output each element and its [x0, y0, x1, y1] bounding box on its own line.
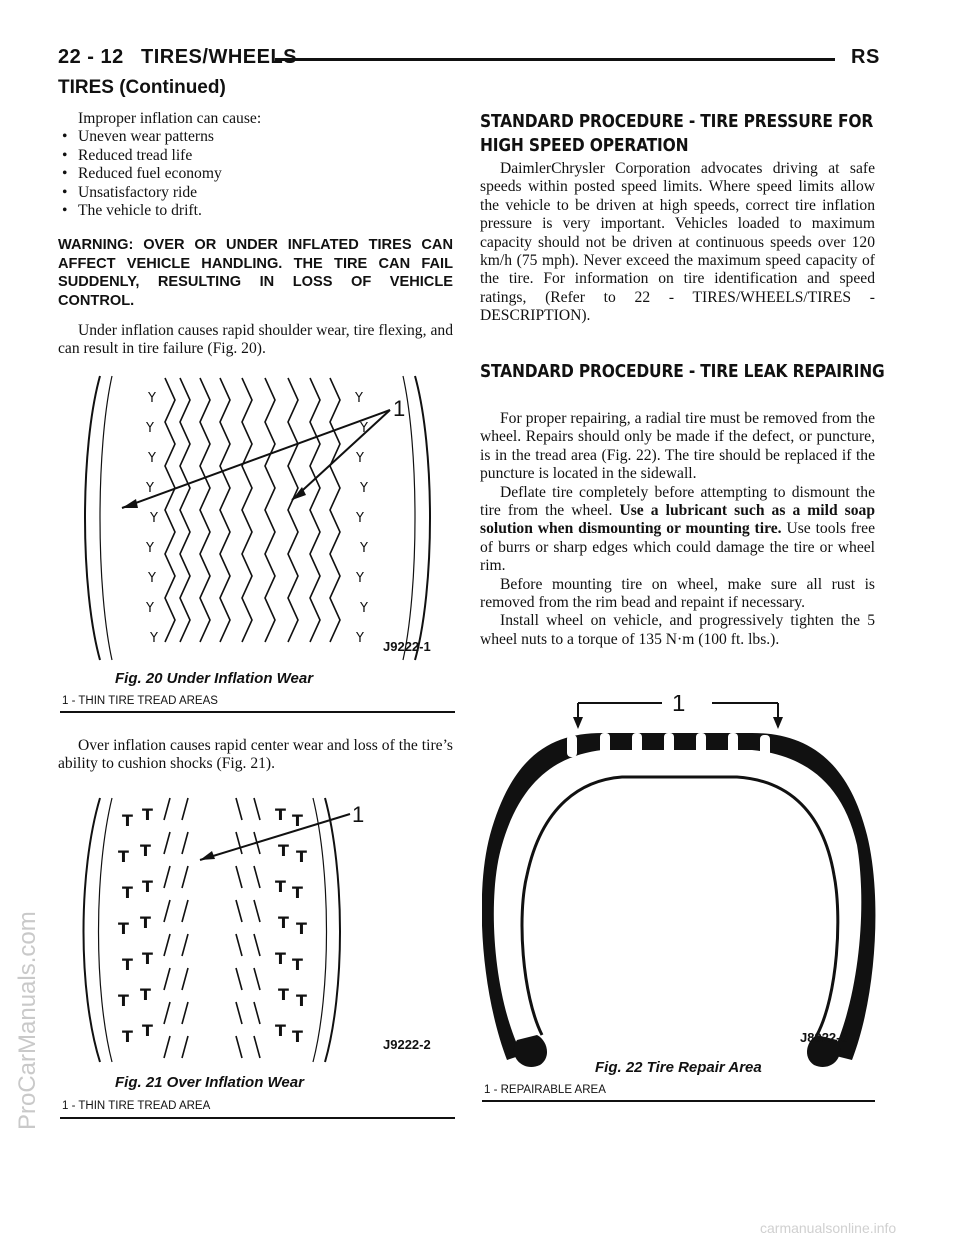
svg-text:T: T [142, 949, 153, 968]
fig20-caption: Fig. 20 Under Inflation Wear [115, 670, 314, 687]
over-inflation-para [58, 737, 453, 774]
footer-watermark: carmanualsonline.info [760, 1220, 897, 1236]
leak-para-2-emphasis: Use a lubricant such as a mild soap solution when dismounting or mounting tire. [480, 502, 876, 538]
svg-text:Y: Y [360, 481, 368, 496]
svg-text:T: T [296, 991, 307, 1010]
watermark-procarmanuals: ProCarManuals.com [14, 911, 41, 1130]
fig21-code: J9222-2 [383, 1037, 431, 1052]
page-number: 22 - 12 [58, 46, 124, 68]
svg-text:T: T [278, 985, 289, 1004]
list-item: • Unsatisfactory ride [58, 184, 453, 202]
svg-text:T: T [140, 913, 151, 932]
fig22-rule [482, 1100, 875, 1102]
svg-text:T: T [118, 991, 129, 1010]
fig22-legend: 1 - REPAIRABLE AREA [484, 1084, 606, 1096]
svg-text:Y: Y [148, 391, 156, 406]
fig22-callout: 1 [672, 695, 686, 717]
leak-para-4: Install wheel on vehicle, and progressively tighten the 5 wheel nuts to a torque of 135 N·m (100 ft. lbs.). [480, 612, 875, 648]
svg-text:Y: Y [360, 421, 368, 436]
svg-text:Y: Y [148, 451, 156, 466]
svg-text:Y: Y [150, 511, 158, 526]
svg-text:Y: Y [146, 541, 154, 556]
under-inflation-para [58, 322, 453, 359]
svg-text:Y: Y [146, 481, 154, 496]
svg-text:Y: Y [356, 631, 364, 646]
fig22-tire-repair-illustration [482, 695, 877, 1075]
svg-text:T: T [118, 847, 129, 866]
fig20-legend: 1 - THIN TIRE TREAD AREAS [62, 695, 218, 707]
heading-tire-pressure: STANDARD PROCEDURE - TIRE PRESSURE FOR HIGH SPEED OPERATION [480, 111, 874, 156]
list-item: • Reduced tread life [58, 147, 453, 165]
leak-para-3: Before mounting tire on wheel, make sure all rust is removed from the rim bead and repaint if necessary. [480, 575, 875, 612]
svg-text:Y: Y [146, 421, 154, 436]
section-title: TIRES/WHEELS [141, 46, 298, 68]
svg-text:T: T [296, 847, 307, 866]
fig21-legend: 1 - THIN TIRE TREAD AREA [62, 1100, 211, 1112]
over-inflation-text: Over inflation causes rapid center wear and loss of the tire’s ability to cushion shocks (Fig. 21). [58, 737, 453, 773]
left-column-top [58, 110, 453, 220]
fig21-callout: 1 [352, 802, 365, 827]
tire-pressure-section [480, 160, 875, 326]
svg-text:T: T [292, 811, 303, 830]
svg-text:T: T [142, 1021, 153, 1040]
fig21-caption: Fig. 21 Over Inflation Wear [115, 1074, 304, 1091]
under-inflation-text: Under inflation causes rapid shoulder wear, tire flexing, and can result in tire failure (Fig. 20). [58, 322, 453, 358]
svg-text:Y: Y [150, 631, 158, 646]
list-item: • The vehicle to drift. [58, 202, 453, 220]
leak-para-1: For proper repairing, a radial tire must be removed from the wheel. Repairs should only be made if the defect, or puncture, is in the tread area (Fig. 22). The tire should be replaced if the puncture is located in the sidewall. [480, 410, 875, 483]
svg-text:Y: Y [360, 601, 368, 616]
svg-text:Y: Y [146, 601, 154, 616]
heading-tire-leak: STANDARD PROCEDURE - TIRE LEAK REPAIRING [480, 361, 885, 382]
svg-text:T: T [122, 883, 133, 902]
svg-text:T: T [292, 883, 303, 902]
svg-text:T: T [118, 919, 129, 938]
leak-para-2-text: Deflate tire completely before attempting to dismount the tire from the wheel. [480, 483, 875, 520]
list-item: • Reduced fuel economy [58, 165, 453, 183]
fig22-code: J8922-6 [800, 1030, 848, 1045]
svg-text:T: T [122, 955, 133, 974]
list-item: • Uneven wear patterns [58, 128, 453, 146]
svg-text:T: T [275, 877, 286, 896]
svg-text:Y: Y [356, 511, 364, 526]
fig21-over-inflation-illustration [60, 792, 455, 1067]
fig21-rule [60, 1117, 455, 1119]
fig20-under-inflation-illustration [60, 368, 455, 668]
fig22-caption: Fig. 22 Tire Repair Area [595, 1059, 762, 1076]
improper-inflation-intro: Improper inflation can cause: [78, 110, 262, 127]
svg-text:T: T [278, 841, 289, 860]
svg-text:T: T [275, 1021, 286, 1040]
svg-text:Y: Y [148, 571, 156, 586]
header-rule [275, 58, 835, 61]
svg-text:T: T [140, 985, 151, 1004]
tire-pressure-text: DaimlerChrysler Corporation advocates driving at safe speeds within posted speed limits. Where speed limits allow the vehicle to be driven at high speeds, correct tire inflation pressure is very important. Vehicles loaded to maximum capacity should not be driven at continuous speeds over 120 km/h (75 mph). Never exceed the maximum speed capacity of the tire. For information on tire identification and speed ratings, (Refer to 22 - TIRES/WHEELS/TIRES - DESCRIPTION). [480, 160, 875, 325]
svg-text:Y: Y [360, 541, 368, 556]
svg-text:T: T [140, 841, 151, 860]
svg-text:Y: Y [355, 391, 363, 406]
svg-text:T: T [122, 811, 133, 830]
tire-leak-section [480, 410, 875, 649]
warning-text: WARNING: OVER OR UNDER INFLATED TIRES CAN AFFECT VEHICLE HANDLING. THE TIRE CAN FAIL SUDDENLY, RESULTING IN LOSS OF VEHICLE CONTROL. [58, 237, 453, 309]
svg-text:T: T [122, 1027, 133, 1046]
svg-text:T: T [292, 1027, 303, 1046]
manual-code: RS [851, 46, 880, 68]
svg-text:T: T [296, 919, 307, 938]
leak-para-2 [480, 484, 875, 576]
fig20-callout: 1 [393, 396, 406, 421]
fig20-code: J9222-1 [383, 639, 431, 654]
svg-text:Y: Y [356, 571, 364, 586]
svg-text:T: T [275, 949, 286, 968]
svg-text:T: T [292, 955, 303, 974]
svg-text:Y: Y [356, 451, 364, 466]
svg-text:T: T [142, 805, 153, 824]
svg-text:T: T [142, 877, 153, 896]
continued-heading: TIRES (Continued) [58, 77, 226, 98]
fig20-rule [60, 711, 455, 713]
svg-text:T: T [275, 805, 286, 824]
svg-text:T: T [278, 913, 289, 932]
leak-para-2-tools: Use tools free of burrs or sharp edges which could damage the tire or wheel rim. [480, 520, 876, 575]
